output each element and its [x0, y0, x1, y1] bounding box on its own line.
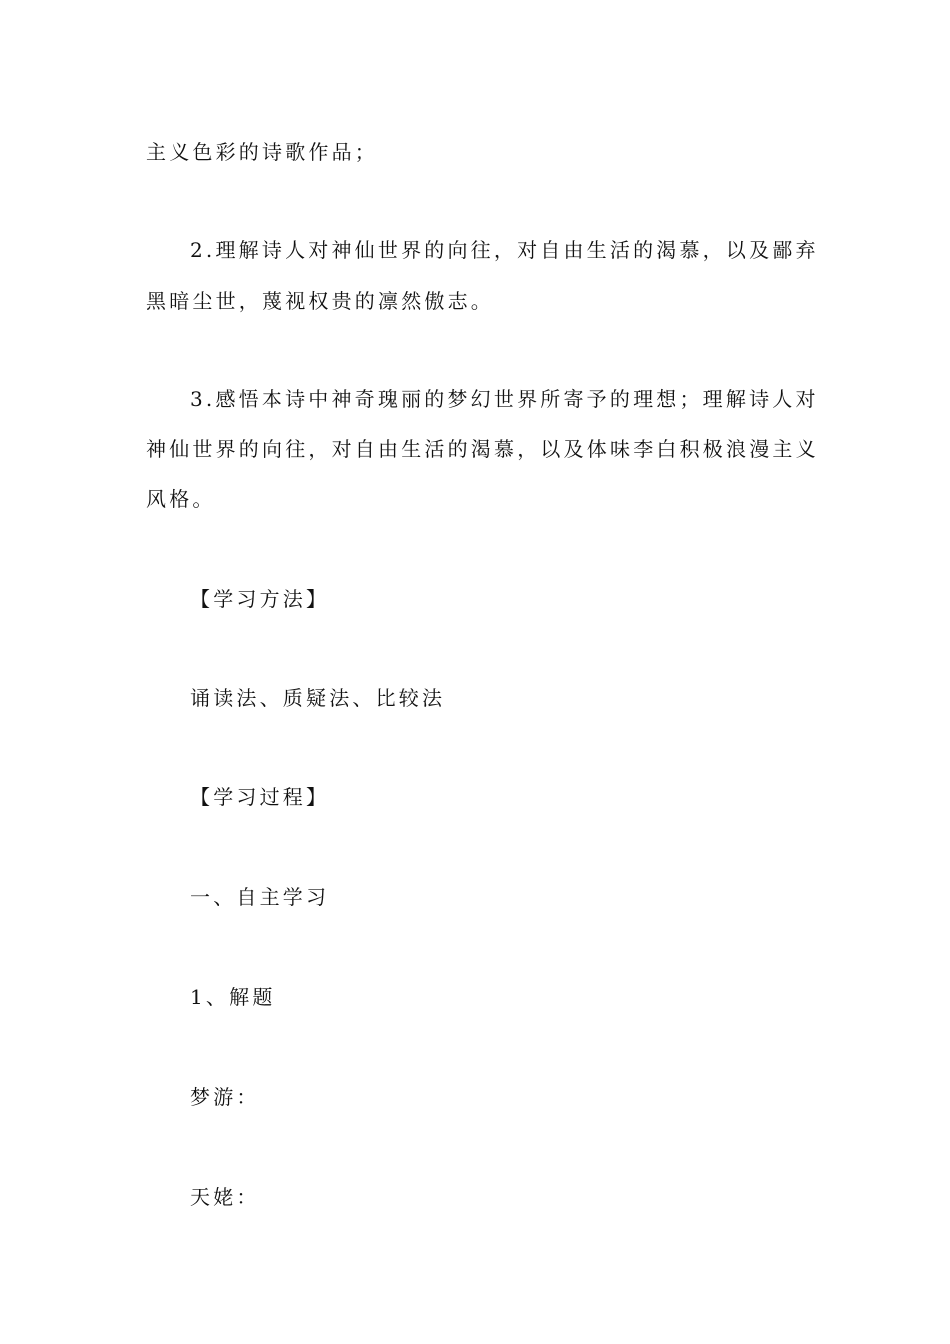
subheading-self-study: 一、自主学习: [190, 885, 330, 909]
objective-2-line-1: 2.理解诗人对神仙世界的向往，对自由生活的渴慕，以及鄙弃: [190, 238, 819, 262]
objective-3-line-1: 3.感悟本诗中神奇瑰丽的梦幻世界所寄予的理想；理解诗人对: [190, 387, 819, 411]
objective-2-line-2: 黑暗尘世，蔑视权贵的凛然傲志。: [146, 289, 494, 313]
objective-3-line-2: 神仙世界的向往，对自由生活的渴慕，以及体味李白积极浪漫主义: [146, 437, 819, 461]
paragraph-continuation-line: 主义色彩的诗歌作品；: [146, 140, 378, 164]
subheading-explain-title: 1、解题: [190, 985, 276, 1009]
section-heading-study-method: 【学习方法】: [190, 587, 330, 611]
study-methods-text: 诵读法、质疑法、比较法: [190, 686, 446, 710]
section-heading-study-process: 【学习过程】: [190, 785, 330, 809]
term-tianmu: 天姥：: [190, 1185, 260, 1209]
term-mengyou: 梦游：: [190, 1085, 260, 1109]
objective-3-line-3: 风格。: [146, 487, 216, 511]
